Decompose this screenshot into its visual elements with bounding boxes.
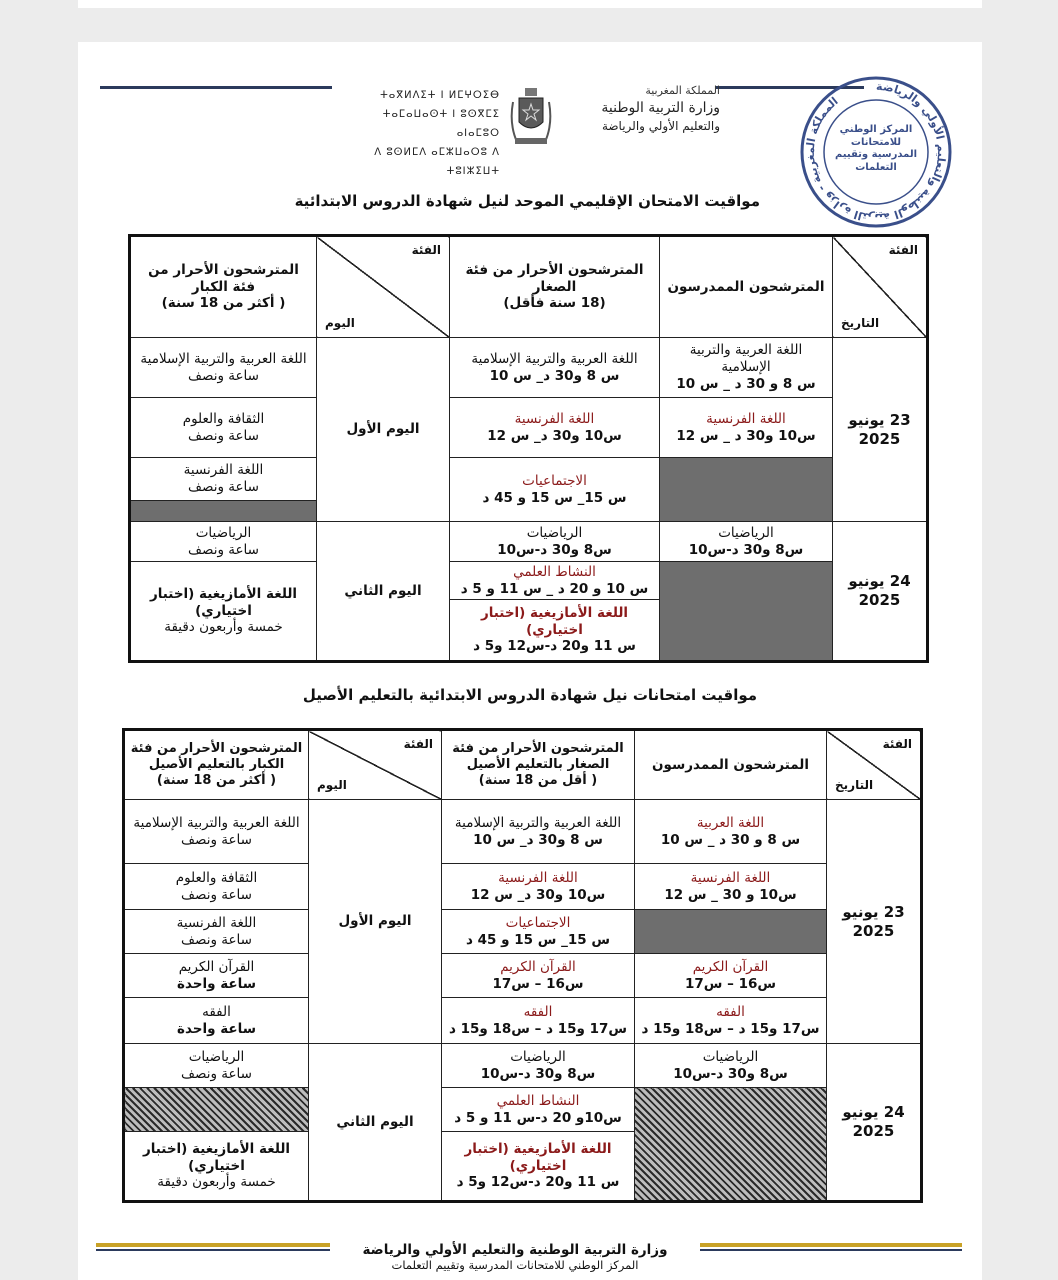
table-row [124,1044,922,1088]
table-row [124,998,922,1044]
date-label: التاريخ [841,316,880,330]
schedule-cell [442,998,635,1044]
free-adults-age: ( أكثر من 18 سنة) [161,295,286,312]
ministry-name-line2: والتعليم الأولي والرياضة [601,118,720,133]
schedule-cell [130,522,317,562]
time: س 15_ س 15 و 45 د [482,489,627,506]
kingdom-label: المملكة المغربية [645,84,720,97]
time: س 11 و20 د-س12 و5 د [473,638,636,655]
subject: القرآن الكريم [692,958,769,975]
time: س 8 و30 د_ س 10 [489,367,620,384]
day2-date-cell [833,522,928,662]
subject: القرآن الكريم [500,958,576,975]
schedule-cell [635,864,827,910]
free-young-header [442,730,635,800]
subject: اللغة العربية والتربية الإسلامية [133,814,300,831]
free-adults-header [124,730,309,800]
table-row [124,910,922,954]
day-label: اليوم [325,316,355,330]
day1-label: اليوم الأول [317,338,450,522]
schedule-cell [124,998,309,1044]
schedule-cell [635,998,827,1044]
subject: اللغة الفرنسية [176,914,257,931]
empty-grey-cell [635,910,827,954]
schedule-cell [124,910,309,954]
table-row [130,562,928,600]
schedule-cell [450,398,660,458]
time: س8 و30 د-س10 [480,1065,596,1082]
tifinagh-line-3: ⴷ ⵓⵙⵍⵎⴷ ⴰⵎⵣⵡⴰⵔⵓ ⴷ ⵜⵓⵏⵣⵉⵡⵜ [374,147,500,177]
subject: القرآن الكريم [178,958,255,975]
category-label: الفئة [403,737,433,751]
subject: النشاط العلمي [496,1092,580,1109]
duration: ساعة ونصف [188,427,259,444]
duration: ساعة واحدة [177,1020,256,1037]
time: س 8 و 30 د _ س 10 [660,831,801,848]
subject: الرياضيات [195,524,252,541]
day2-date-cell [827,1044,922,1202]
subject: الاجتماعيات [522,472,587,489]
table-row [124,1088,922,1132]
ministry-header [570,84,720,134]
free-adults-header [130,236,317,338]
subject: النشاط العلمي [513,563,596,580]
table1-title: مواقيت الامتحان الإقليمي الموحد لنيل شهادة الدروس الابتدائية [294,192,760,210]
schedule-cell [450,522,660,562]
subject: الرياضيات [702,1048,759,1065]
subject: الرياضيات [188,1048,245,1065]
schedule-cell [450,600,660,662]
table-row [124,954,922,998]
moroccan-coat-of-arms-icon [505,84,557,150]
subject: اللغة الفرنسية [706,410,786,427]
time: س 8 و 30 د _ س 10 [676,375,816,392]
day1-date: 23 يونيو [848,410,911,429]
day1-year: 2025 [852,921,895,940]
duration: ساعة ونصف [181,931,252,948]
day1-year: 2025 [858,429,901,448]
time: س17 و15 د – س18 و15 د [448,1020,628,1037]
day2-year: 2025 [858,591,901,609]
subject: اللغة الفرنسية [498,869,578,886]
time: س8 و30 د-س10 [497,541,612,558]
schedule-cell [450,458,660,522]
duration: ساعة ونصف [188,367,259,384]
day2-date: 24 يونيو [842,1103,905,1122]
table1-schedule [128,234,929,663]
ministry-name-line1: وزارة التربية الوطنية [601,99,720,116]
tifinagh-line-1: ⵜⴰⴳⵍⴷⵉⵜ ⵏ ⵍⵎⵖⵔⵉⴱ [380,90,500,101]
category-label: الفئة [411,243,441,257]
duration: ساعة واحدة [177,975,256,992]
table1-header-row [130,236,928,338]
schedule-cell [124,954,309,998]
table1-category-date-header [833,236,928,338]
day2-label: اليوم الثاني [317,522,450,662]
subject: اللغة العربية [696,814,765,831]
table-row [130,522,928,562]
schedule-cell [660,522,833,562]
table-row [130,398,928,458]
schedule-cell [442,1132,635,1202]
schedule-cell [450,338,660,398]
schedule-cell [635,954,827,998]
time: س 15_ س 15 و 45 د [466,931,610,948]
subject: اللغة الفرنسية [690,869,771,886]
subject: اللغة الأمازيغية (اختبار اختياري) [142,1140,291,1174]
subject: اللغة الأمازيغية (اختبار اختياري) [149,585,298,619]
day1-label: اليوم الأول [309,800,442,1044]
subject: الثقافة والعلوم [182,410,265,427]
stamp-center-text: المركز الوطني للامتحانات المدرسية وتقييم التعلمات [834,124,918,173]
schedule-cell [130,562,317,662]
day1-date-cell [827,800,922,1044]
time: س10 و30 د_ س 12 [487,427,622,444]
schedule-cell [130,458,317,522]
subject: الثقافة والعلوم [175,869,258,886]
free-young-age: (18 سنة فأقل) [503,295,606,312]
empty-grey-strip [131,500,316,521]
schedule-cell [442,910,635,954]
schedule-cell [635,800,827,864]
subject: الرياضيات [718,524,774,541]
day2-date: 24 يونيو [848,572,911,591]
subject: الفقه [202,1003,231,1020]
time: س8 و30 د-س10 [673,1065,788,1082]
day1-date: 23 يونيو [842,902,905,921]
subject: الرياضيات [510,1048,566,1065]
duration: خمسة وأربعون دقيقة [164,619,283,636]
empty-hatched-cell [124,1088,309,1132]
day-label: اليوم [317,778,347,792]
schedule-cell [124,1044,309,1088]
time: س 10 و 20 د _ س 11 و 5 د [460,580,649,597]
day2-label: اليوم الثاني [309,1044,442,1202]
duration: ساعة ونصف [188,541,259,558]
schedule-cell [442,1044,635,1088]
subject: اللغة الفرنسية [514,410,595,427]
duration: ساعة ونصف [181,886,252,903]
schedule-cell [124,1132,309,1202]
schedule-cell [130,338,317,398]
schedule-cell [442,864,635,910]
time: س10و 20 د-س 11 و 5 د [454,1109,622,1126]
subject: اللغة الأمازيغية (اختبار اختياري) [480,604,629,638]
category-label: الفئة [888,243,918,257]
table2-category-date-header [827,730,922,800]
time: س16 – س17 [492,975,584,992]
free-young-age: ( أقل من 18 سنة) [478,773,598,789]
header-rule-left [100,86,332,89]
table2-category-day-header [309,730,442,800]
subject: اللغة الفرنسية [183,462,264,479]
free-adults-title: المترشحون الأحرار من فئة الكبار بالتعليم الأصيل [130,740,303,772]
table-row [130,338,928,398]
footer [330,1242,700,1272]
schedule-cell [442,800,635,864]
tifinagh-line-2: ⵜⴰⵎⴰⵡⴰⵙⵜ ⵏ ⵓⵙⴳⵎⵉ ⴰⵏⴰⵎⵓⵔ [382,109,500,139]
subject: الفقه [523,1003,553,1020]
schedule-cell [442,1088,635,1132]
footer-center: المركز الوطني للامتحانات المدرسية وتقييم التعلمات [391,1258,639,1272]
duration: خمسة وأربعون دقيقة [157,1174,276,1191]
time: س10 و30 د_ س 12 [470,886,606,903]
free-young-header [450,236,660,338]
footer-ministry: وزارة التربية الوطنية والتعليم الأولي والرياضة [362,1242,668,1258]
table2-title: مواقيت امتحانات نيل شهادة الدروس الابتدائية بالتعليم الأصيل [302,686,758,704]
table-row [124,800,922,864]
schooled-header: المترشحون الممدرسون [635,730,827,800]
schedule-cell [124,800,309,864]
time: س10 و30 د _ س 12 [676,427,816,444]
empty-grey-cell [660,562,833,662]
subject: الفقه [716,1003,745,1020]
duration: ساعة ونصف [188,479,259,495]
empty-grey-cell [660,458,833,522]
official-stamp-icon [796,72,956,232]
day1-date-cell [833,338,928,522]
table2-schedule [122,728,923,1203]
duration: ساعة ونصف [181,831,252,848]
time: س17 و15 د – س18 و15 د [641,1020,820,1037]
schedule-cell [660,398,833,458]
free-adults-title: المترشحون الأحرار من فئة الكبار [148,261,299,295]
previous-page-edge [78,0,982,8]
tifinagh-header [336,86,500,181]
schedule-cell [450,562,660,600]
schedule-cell [635,1044,827,1088]
subject: اللغة العربية والتربية الإسلامية [689,342,803,376]
schedule-cell [130,398,317,458]
free-young-title: المترشحون الأحرار من فئة الصغار بالتعليم الأصيل [452,740,624,772]
table1-category-day-header [317,236,450,338]
date-label: التاريخ [835,778,874,792]
time: س16 – س17 [684,975,776,992]
subject: الرياضيات [526,524,583,541]
free-adults-age: ( أكثر من 18 سنة) [156,773,277,789]
schedule-cell [660,338,833,398]
time: س 11 و20 د-س12 و5 د [456,1174,620,1191]
subject: اللغة العربية والتربية الإسلامية [140,350,307,367]
time: س10 و 30 _ س 12 [664,886,797,903]
subject: اللغة الأمازيغية (اختبار اختياري) [464,1140,612,1174]
time: س8 و30 د-س10 [688,541,804,558]
schedule-cell [442,954,635,998]
subject: الاجتماعيات [505,914,571,931]
table-row [130,458,928,522]
schooled-header: المترشحون الممدرسون [660,236,833,338]
stamp-ring-text: المملكة المغربية - وزارة التربية الوطنية والتعليم الأولي والرياضة [803,79,949,225]
table2-header-row [124,730,922,800]
free-young-title: المترشحون الأحرار من فئة الصغار [465,261,644,295]
category-label: الفئة [882,737,912,751]
day2-year: 2025 [852,1122,895,1140]
time: س 8 و30 د_ س 10 [473,831,603,848]
duration: ساعة ونصف [181,1065,252,1082]
subject: اللغة العربية والتربية الإسلامية [454,814,622,831]
table-row [124,864,922,910]
subject: اللغة العربية والتربية الإسلامية [471,350,638,367]
empty-hatched-cell [635,1088,827,1202]
schedule-cell [124,864,309,910]
